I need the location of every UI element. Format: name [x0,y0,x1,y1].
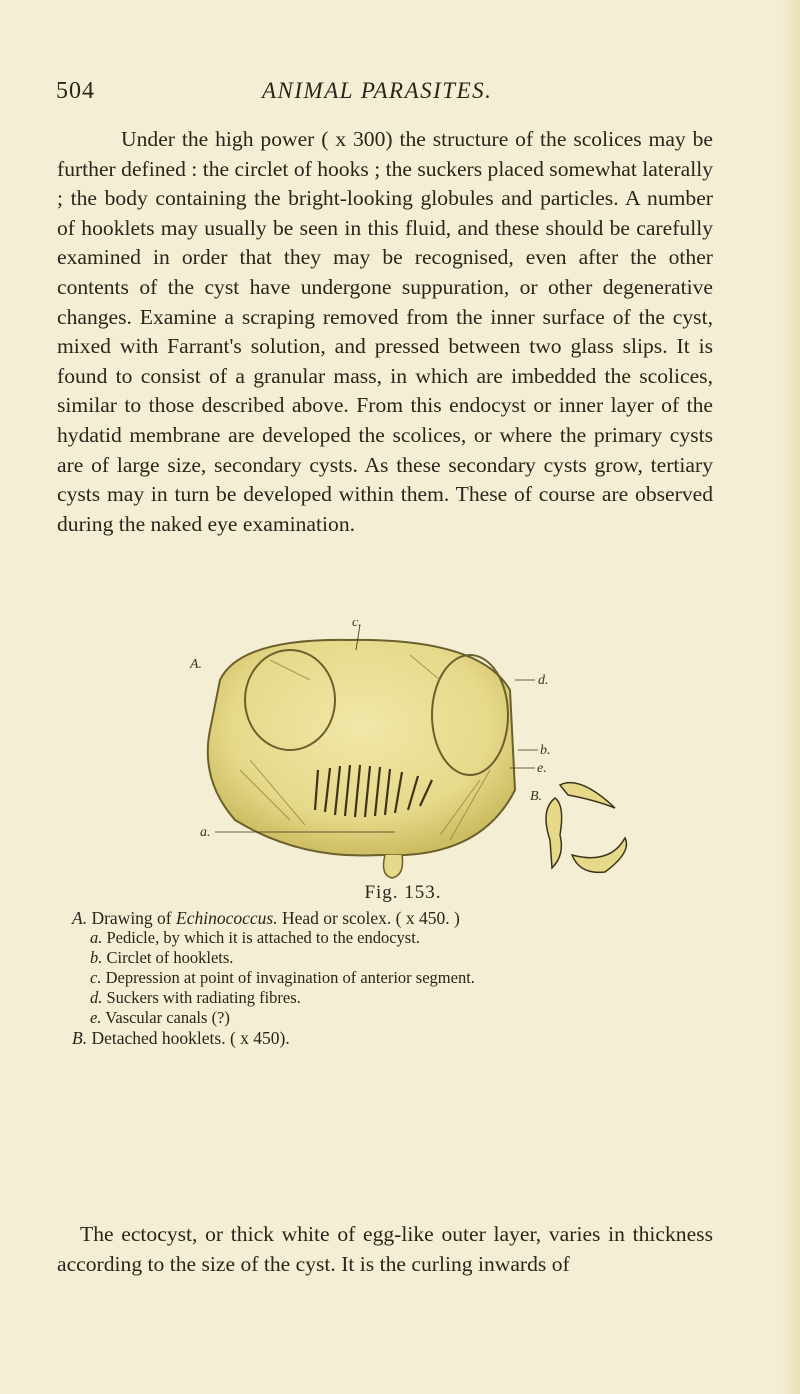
caption-item-text: Vascular canals (?) [105,1008,230,1027]
figure-153-illustration [180,620,650,880]
caption-item-letter: c. [90,968,102,987]
figure-caption [72,908,722,1048]
label-c-top: c. [352,620,362,630]
caption-item-c [72,968,722,988]
caption-item-letter: e. [90,1008,102,1027]
caption-A-pre: Drawing of [91,908,172,928]
caption-item-a [72,928,722,948]
label-a: a. [200,825,211,840]
caption-A-line [72,908,722,928]
body-paragraph-2: The ectocyst, or thick white of egg-like outer layer, varies in thickness according to the size of the cyst. It is the curling inwards of [57,1222,713,1276]
pedicle [384,855,403,878]
caption-A-post: Head or scolex. ( x 450. ) [281,908,460,928]
caption-item-text: Circlet of hooklets. [106,948,234,967]
label-b: b. [540,743,551,758]
page-number: 504 [56,78,95,104]
caption-B-line [72,1028,722,1048]
label-d: d. [538,673,549,688]
caption-item-d [72,988,722,1008]
detached-hooklets [546,783,626,873]
caption-item-text: Depression at point of invagination of anterior segment. [105,968,475,987]
caption-A-genus: Echinococcus. [176,908,278,928]
caption-item-letter: d. [90,988,103,1007]
caption-item-letter: b. [90,948,103,967]
caption-B-text: Detached hooklets. ( x 450). [91,1028,290,1048]
caption-item-e [72,1008,722,1028]
caption-A-letter: A. [72,908,88,928]
page-edge-shadow [782,0,800,1394]
caption-item-b [72,948,722,968]
caption-item-text: Suckers with radiating fibres. [106,988,301,1007]
label-e: e. [537,761,547,776]
caption-B-letter: B. [72,1028,88,1048]
caption-item-letter: a. [90,928,103,947]
scolex-outline [208,640,515,856]
scolex-drawing [180,620,650,880]
running-head: ANIMAL PARASITES. [262,78,493,103]
page-header [56,78,730,110]
caption-item-text: Pedicle, by which it is attached to the endocyst. [106,928,420,947]
label-B: B. [530,789,543,804]
body-paragraph-1: Under the high power ( x 300) the structure of the scolices may be further defined : the circlet of hooks ; the suckers placed somewhat laterally ; the body containing the bright-looking globules and particles. A number of hooklets may usually be seen in this fluid, and these should be carefully examined in order that they may be recognised, even after the other contents of the cyst have undergone suppuration, or other degenerative changes. Examine a scraping removed from the inner surface of the cyst, mixed with Farrant's solution, and pressed between two glass slips. It is found to consist of a granular mass, in which are imbedded the scolices, similar to those described above. From this endocyst or inner layer of the hydatid membrane are developed the scolices, or where the primary cysts are of large size, secondary cysts. As these secondary cysts grow, tertiary cysts may in turn be developed within them. These of course are observed during the naked eye examination. [57,127,713,536]
figure-title: Fig. 153. [364,882,442,903]
label-A: A. [190,657,203,672]
